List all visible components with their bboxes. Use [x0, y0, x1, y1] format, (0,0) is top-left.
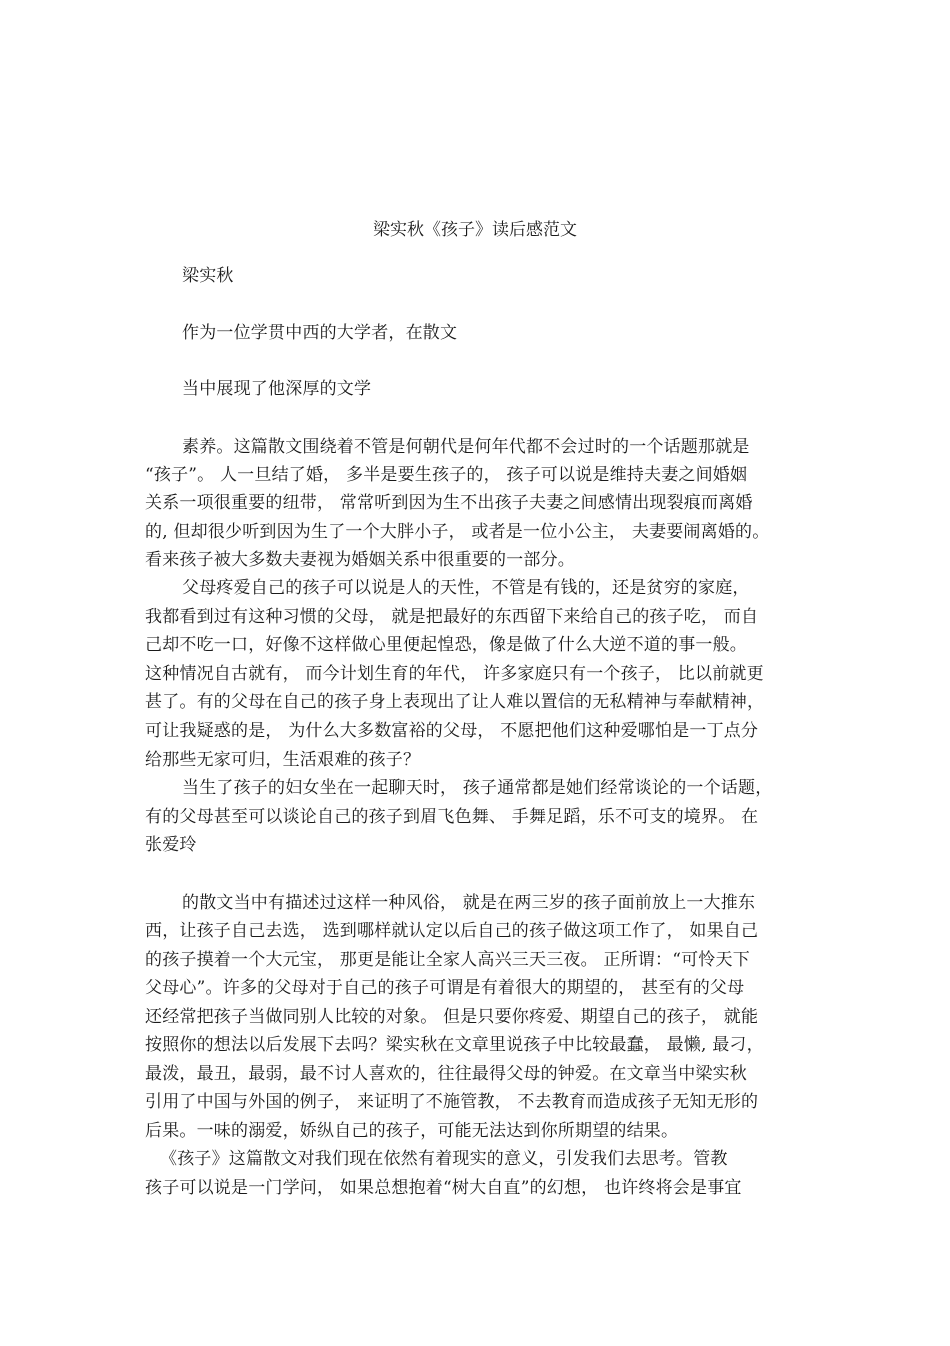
text-line: 的孩子摸着一个大元宝， 那更是能让全家人高兴三天三夜。 正所谓：“可怜天下	[145, 950, 750, 970]
text-line: 的, 但却很少听到因为生了一个大胖小子， 或者是一位小公主， 夫妻要闹离婚的。	[145, 522, 770, 542]
text-line: 有的父母甚至可以谈论自己的孩子到眉飞色舞、 手舞足蹈，乐不可支的境界。 在	[145, 807, 759, 827]
text-line: 可让我疑惑的是， 为什么大多数富裕的父母， 不愿把他们这种爱哪怕是一丁点分	[145, 721, 759, 741]
text-line: 最泼，最丑，最弱，最不讨人喜欢的，往往最得父母的钟爱。在文章当中梁实秋	[145, 1064, 747, 1084]
text-line: 这种情况自古就有， 而今计划生育的年代， 许多家庭只有一个孩子， 比以前就更	[145, 664, 764, 684]
author-line: 梁实秋	[182, 266, 234, 286]
text-line: 《孩子》这篇散文对我们现在依然有着现实的意义，引发我们去思考。管教	[160, 1149, 728, 1169]
intro-line: 作为一位学贯中西的大学者，在散文	[182, 323, 458, 343]
text-line: “孩子”。 人一旦结了婚， 多半是要生孩子的， 孩子可以说是维持夫妻之间婚姻	[145, 465, 748, 485]
text-line: 的散文当中有描述过这样一种风俗， 就是在两三岁的孩子面前放上一大推东	[182, 893, 756, 913]
text-line: 还经常把孩子当做同别人比较的对象。 但是只要你疼爱、期望自己的孩子， 就能	[145, 1007, 759, 1027]
text-line: 我都看到过有这种习惯的父母， 就是把最好的东西留下来给自己的孩子吃， 而自	[145, 607, 759, 627]
text-line: 给那些无家可归，生活艰难的孩子？	[145, 750, 421, 770]
text-line: 西，让孩子自己去选， 选到哪样就认定以后自己的孩子做这项工作了， 如果自己	[145, 921, 759, 941]
text-line: 当生了孩子的妇女坐在一起聊天时， 孩子通常都是她们经常谈论的一个话题，	[182, 778, 773, 798]
text-line: 关系一项很重要的纽带， 常常听到因为生不出孩子夫妻之间感情出现裂痕而离婚	[145, 493, 753, 513]
text-line: 后果。一味的溺爱，娇纵自己的孩子，可能无法达到你所期望的结果。	[145, 1121, 679, 1141]
intro-line: 当中展现了他深厚的文学	[182, 379, 372, 399]
text-line: 张爱玲	[145, 835, 197, 855]
document-title: 梁实秋《孩子》读后感范文	[373, 220, 577, 240]
text-line: 看来孩子被大多数夫妻视为婚姻关系中很重要的一部分。	[145, 550, 575, 570]
text-line: 父母疼爱自己的孩子可以说是人的天性，不管是有钱的，还是贫穷的家庭，	[182, 578, 750, 598]
text-line: 孩子可以说是一门学问， 如果总想抱着“树大自直”的幻想， 也许终将会是事宜	[145, 1178, 742, 1198]
text-line: 己却不吃一口，好像不这样做心里便起惶恐，像是做了什么大逆不道的事一般。	[145, 635, 747, 655]
text-line: 引用了中国与外国的例子， 来证明了不施管教， 不去教育而造成孩子无知无形的	[145, 1092, 759, 1112]
text-line: 父母心”。许多的父母对于自己的孩子可谓是有着很大的期望的， 甚至有的父母	[145, 978, 745, 998]
text-line: 素养。这篇散文围绕着不管是何朝代是何年代都不会过时的一个话题那就是	[182, 437, 750, 457]
text-line: 甚了。有的父母在自己的孩子身上表现出了让人难以置信的无私精神与奉献精神，	[145, 692, 765, 712]
text-line: 按照你的想法以后发展下去吗？梁实秋在文章里说孩子中比较最蠢， 最懒, 最刁，	[145, 1035, 764, 1055]
